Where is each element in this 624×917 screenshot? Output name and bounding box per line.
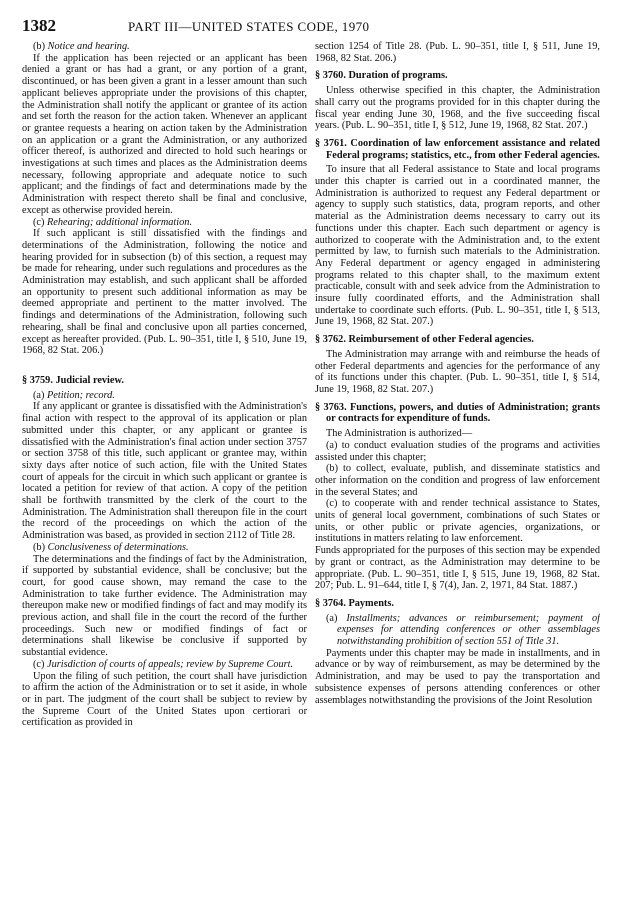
section-3760-text: Unless otherwise specified in this chapter, the Administration shall carry out the programs provided for in this chapter during the fiscal year ending June 30, 1968, and the five succeeding fiscal years. (Pub. L. 90–351, title I, § 512, June 19, 1968, 82 Stat. 207.) xyxy=(315,85,600,132)
section-3759-a-heading: (a) Petition; record. xyxy=(33,389,115,401)
section-3759-a-text: If any applicant or grantee is dissatisfied with the Administration's final action with respect to the approval of its application or plan submitted under this chapter, or any applicant or grantee is dissatisfied with the Administration's final action under section 3757 or section 3758 of this title, such applicant or grantee may, within sixty days after notice of such action, file with the United States court of appeals for the circuit in which such applicant or grantee is located a petition for review of that action. A copy of the petition shall be forthwith transmitted by the clerk of the court to the Administration. The Administration shall thereupon file in the court the record of the proceedings on which the action of the Administration was based, as provided in section 2112 of Title 28. xyxy=(22,401,307,542)
section-3763-item-a: (a) to conduct evaluation studies of the programs and activities assisted under this chapter; xyxy=(315,439,600,463)
subsection-c-text: If such applicant is still dissatisfied with the findings and determinations of the Administration, following the notice and hearing provided for in subsection (b) of this section, a request may be made for rehearing, under such regulations and procedures as the Administration may establish, and such applicant shall be afforded an opportunity to present such additional information as may be deemed appropriate and pertinent to the matter involved. The findings and determinations of the Administration, following such rehearing, shall be final and conclusive upon all parties concerned, except as hereafter provided. (Pub. L. 90–351, title I, § 510, June 19, 1968, 82 Stat. 206.) xyxy=(22,228,307,357)
section-3762-heading: § 3762. Reimbursement of other Federal agencies. xyxy=(315,334,534,346)
left-column xyxy=(22,41,307,913)
section-3762-text: The Administration may arrange with and reimburse the heads of other Federal departments and agencies for the performance of any of its functions under this chapter. (Pub. L. 90–351, title I, § 514, June 19, 1968, 82 Stat. 207.) xyxy=(315,348,600,395)
section-3760-heading: § 3760. Duration of programs. xyxy=(315,70,448,82)
section-3763-item-b: (b) to collect, evaluate, publish, and disseminate statistics and other information on the condition and progress of law enforcement in the several States; and xyxy=(315,463,600,498)
section-3759-c-heading: (c) Jurisdiction of courts of appeals; review by Supreme Court. xyxy=(33,658,294,670)
section-3764-heading: § 3764. Payments. xyxy=(315,597,394,609)
section-3763-item-c: (c) to cooperate with and render technical assistance to States, units of general local government, combinations of such States or units, or other public or private agencies, organizations, or institutions in matters relating to law enforcement. xyxy=(315,498,600,545)
running-head: PART III—UNITED STATES CODE, 1970 xyxy=(128,19,370,34)
section-3759-b-text: The determinations and the findings of fact by the Administration, if supported by substantial evidence, shall be conclusive; but the court, for good cause shown, may remand the case to the Administration to take further evidence. The Administration may thereupon make new or modified findings of fact and may modify its previous action, and shall file in the court the record of the further proceedings. Such new or modified findings of fact or determinations shall likewise be conclusive if supported by substantial evidence. xyxy=(22,553,307,659)
section-3764-a-text: Payments under this chapter may be made in installments, and in advance or by way of reimbursement, as may be determined by the Administration, and may be used to pay the transportation and subsistence expenses of persons attending conferences or other assemblages notwithstanding the provisions of the Joint Resolution xyxy=(315,647,600,706)
section-3759-b-heading: (b) Conclusiveness of determinations. xyxy=(33,541,189,553)
section-3763-intro: The Administration is authorized— xyxy=(326,428,473,440)
subsection-c-heading: (c) Rehearing; additional information. xyxy=(33,216,193,228)
section-3759-heading: § 3759. Judicial review. xyxy=(22,374,124,386)
section-3761-text: To insure that all Federal assistance to State and local programs under this chapter is carried out in a coordinated manner, the Administration is authorized to request any Federal department or agency to supply such statistics, data, program reports, and other material as the Administration deems necessary to carry out its functions under this chapter. Each such department or agency is authorized to cooperate with the Administration and, to the extent permitted by law, to furnish such materials to the Administration. Any Federal department or agency engaged in administering programs related to this chapter shall, to the maximum extent practicable, consult with and seek advice from the Administration to insure fully coordinated efforts, and the Administration shall undertake to coordinate such efforts. (Pub. L. 90–351, title I, § 513, June 19, 1968, 82 Stat. 207.) xyxy=(315,164,600,328)
right-column xyxy=(315,41,600,913)
page-header xyxy=(22,16,602,38)
section-3764-a-heading: (a) Installments; advances or reimbursement; payment of expenses for attending conferences or other assemblages notwithstanding prohibition of section 551 of Title 31. xyxy=(326,612,600,648)
section-3763-funds: Funds appropriated for the purposes of this section may be expended by grant or contract, as the Administration may determine to be appropriate. (Pub. L. 90–351, title I, § 515, June 19, 1968, 82 Stat. 207; Pub. L. 91–644, title I, § 7(4), Jan. 2, 1971, 84 Stat. 1887.) xyxy=(315,545,600,592)
page-number: 1382 xyxy=(22,16,56,35)
subsection-b-heading: (b) Notice and hearing. xyxy=(33,41,130,52)
section-3761-heading: § 3761. Coordination of law enforcement assistance and related Federal programs; statistics, etc., from other Federal agencies. xyxy=(315,137,600,161)
section-3763-heading: § 3763. Functions, powers, and duties of Administration; grants or contracts for expenditure of funds. xyxy=(315,401,600,425)
subsection-b-text: If the application has been rejected or an applicant has been denied a grant or has had a grant, or any portion of a grant, discontinued, or has been given a grant in a lesser amount than such applicant believes appropriate under the provisions of this chapter, the Administration shall notify the applicant or grantee of its action and set forth the reason for the action taken. Whenever an applicant or grantee requests a hearing on action taken by the Administration on an application or a grant the Administration, or any authorized officer thereof, is authorized and directed to hold such hearings or investigations at such times and places as the Administration deems necessary, following appropriate and adequate notice to such applicant; and the findings of fact and determinations made by the Administration with respect thereto shall be final and conclusive, except as otherwise provided herein. xyxy=(22,52,307,216)
continued-text: section 1254 of Title 28. (Pub. L. 90–351, title I, § 511, June 19, 1968, 82 Stat. 206.) xyxy=(315,41,600,64)
section-3759-c-text: Upon the filing of such petition, the court shall have jurisdiction to affirm the action of the Administration or to set it aside, in whole or in part. The judgment of the court shall be subject to review by the Supreme Court of the United States upon certiorari or certification as provided in xyxy=(22,670,307,729)
